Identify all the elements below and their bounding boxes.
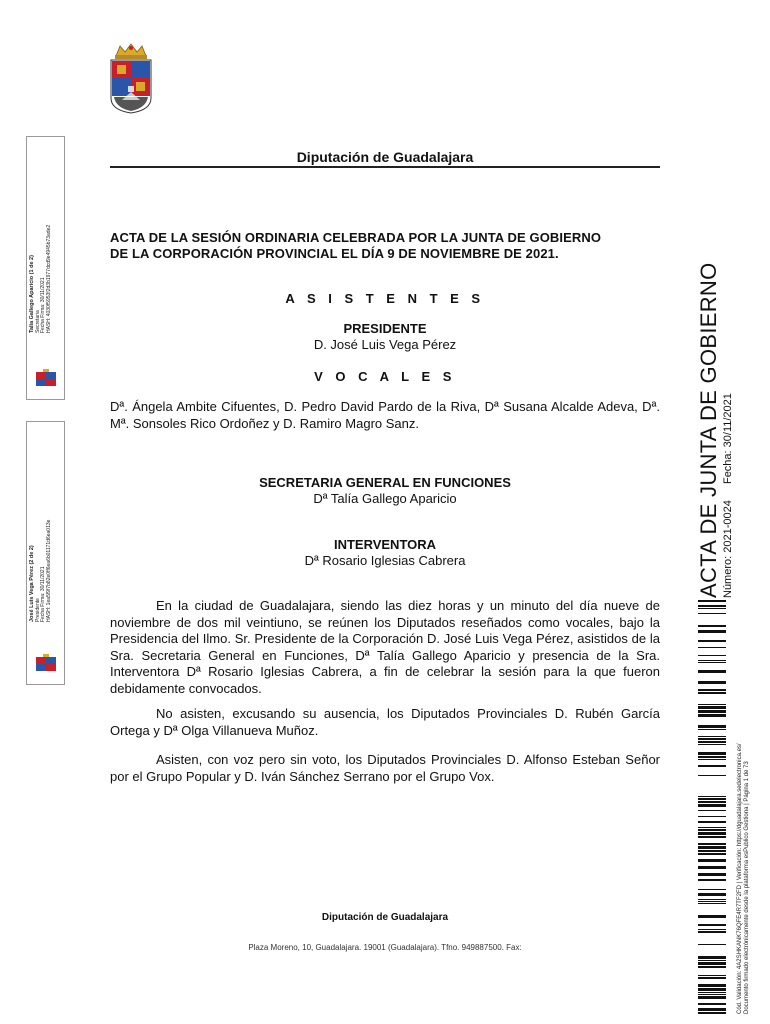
barcode-bar [698, 816, 726, 817]
barcode-bar [698, 853, 726, 855]
barcode-bar [698, 929, 726, 930]
barcode-bar [698, 608, 726, 609]
acta-date: Fecha: 30/11/2021 [722, 393, 734, 485]
document-title-line-2: DE LA CORPORACIÓN PROVINCIAL EL DÍA 9 DE NOVIEMBRE DE 2021. [110, 246, 559, 261]
document-title-line-1: ACTA DE LA SESIÓN ORDINARIA CELEBRADA POR LA JUNTA DE GOBIERNO [110, 230, 602, 245]
barcode-bar [698, 924, 726, 926]
barcode-bar [698, 873, 726, 876]
barcode-bar [698, 966, 726, 968]
barcode-bar [698, 829, 726, 831]
barcode-icon [698, 600, 726, 1016]
barcode-bar [698, 843, 726, 845]
barcode-bar [698, 846, 726, 849]
vocales-list: Dª. Ángela Ambite Cifuentes, D. Pedro David Pardo de la Riva, Dª Susana Alcalde Adeva, Dª. Mª. Sonsoles Rico Ordoñez y D. Ramiro Magro Sanz. [110, 399, 660, 431]
signature-2-signer: José Luis Vega Pérez (2 de 2) [29, 545, 35, 622]
barcode-bar [698, 689, 726, 691]
barcode-bar [698, 738, 726, 740]
secretaria-heading: SECRETARIA GENERAL EN FUNCIONES [259, 475, 511, 490]
barcode-bar [698, 801, 726, 803]
barcode-bar [698, 821, 726, 823]
barcode-bar [698, 670, 726, 673]
barcode-bar [698, 613, 726, 614]
barcode-bar [698, 660, 726, 661]
barcode-bar [698, 903, 726, 904]
barcode-bar [698, 1008, 726, 1011]
barcode-bar [698, 944, 726, 945]
barcode-bar [698, 765, 726, 767]
signature-2-date: Fecha Firma: 30/11/2021 [40, 566, 46, 622]
barcode-bar [698, 988, 726, 991]
barcode-bar [698, 977, 726, 979]
interventora-name: Dª Rosario Iglesias Cabrera [304, 553, 466, 568]
coat-of-arms-logo [108, 42, 154, 114]
interventora-heading: INTERVENTORA [333, 537, 437, 552]
signature-box-1 [26, 136, 65, 400]
vocales-heading: V O C A L E S [314, 369, 456, 384]
signature-1-hash: HASH: 4030f5953f2d3b1977dcd9e4945b73ade2 [45, 224, 52, 333]
barcode-bar [698, 775, 726, 776]
barcode-bar [698, 662, 726, 663]
presidente-name: D. José Luis Vega Pérez [313, 337, 457, 352]
barcode-bar [698, 647, 726, 648]
barcode-bar [698, 630, 726, 633]
barcode-bar [698, 915, 726, 918]
barcode-bar [698, 984, 726, 987]
acta-number: Número: 2021-0024 [722, 500, 734, 598]
signature-2-text [30, 520, 52, 622]
barcode-bar [698, 744, 726, 745]
barcode-bar [698, 640, 726, 642]
barcode-bar [698, 725, 726, 728]
barcode-bar [698, 741, 726, 743]
barcode-bar [698, 796, 726, 797]
validation-line-1: Cód. Validación: 4A2SHKANK76QFE4R7TF2FD | Verificación: https://dguadalajara.sedelectronica.es/ [737, 743, 743, 1014]
signature-2-hash: HASH: 1ea5f9f7b82e0ff6ea6b01171d6ea013e [45, 519, 52, 622]
barcode-bar [698, 960, 726, 961]
signature-box-2 [26, 421, 65, 685]
barcode-bar [698, 706, 726, 709]
barcode-bar [698, 804, 726, 807]
barcode-bar [698, 759, 726, 760]
absent-paragraph: No asisten, excusando su ausencia, los Diputados Provinciales D. Rubén García Ortega y Dª Olga Villanueva Muñoz. [110, 706, 660, 738]
presidente-heading: PRESIDENTE [343, 321, 427, 336]
barcode-bar [698, 975, 726, 976]
validation-line-2: Documento firmado electrónicamente desde la plataforma esPublico Gestiona | Página 1 de 73 [744, 761, 750, 1014]
document-title [110, 230, 660, 262]
barcode-bar [698, 729, 726, 730]
secretaria-name: Dª Talía Gallego Aparicio [313, 491, 457, 506]
header-title: Diputación de Guadalajara [296, 149, 474, 165]
signature-1-date: Fecha Firma: 30/11/2021 [40, 277, 46, 333]
barcode-bar [698, 859, 726, 862]
barcode-bar [698, 827, 726, 828]
barcode-bar [698, 736, 726, 737]
non-voting-paragraph: Asisten, con voz pero sin voto, los Diputados Provinciales D. Alfonso Esteban Señor por el Grupo Popular y D. Iván Sánchez Serrano por el Grupo Vox. [110, 752, 660, 784]
barcode-bar [698, 893, 726, 896]
barcode-bar [698, 1012, 726, 1014]
barcode-bar [698, 752, 726, 755]
barcode-bar [698, 681, 726, 684]
barcode-bar [698, 1003, 726, 1005]
footer-address: Plaza Moreno, 10, Guadalajara. 19001 (Guadalajara). Tfno. 949887500. Fax: [248, 943, 522, 952]
barcode-bar [698, 931, 726, 933]
acta-vertical-title: ACTA DE JUNTA DE GOBIERNO [696, 262, 721, 598]
footer-organization: Diputación de Guadalajara [321, 912, 449, 923]
barcode-bar [698, 798, 726, 800]
barcode-bar [698, 866, 726, 869]
barcode-bar [698, 992, 726, 993]
signature-1-text [30, 225, 52, 333]
barcode-bar [698, 901, 726, 902]
barcode-bar [698, 956, 726, 959]
barcode-bar [698, 710, 726, 713]
barcode-bar [698, 836, 726, 838]
barcode-bar [698, 704, 726, 705]
asistentes-heading: A S I S T E N T E S [285, 291, 485, 306]
barcode-bar [698, 692, 726, 694]
barcode-bar [698, 810, 726, 811]
barcode-bar [698, 889, 726, 890]
barcode-bar [698, 879, 726, 881]
opening-paragraph: En la ciudad de Guadalajara, siendo las diez horas y un minuto del día nueve de noviembre de dos mil veintiuno, se reúnen los Diputados reseñados como vocales, bajo la Presidencia del Ilmo. Sr. Presidente de la Corporación D. José Luis Vega Pérez, asistidos de la Sra. Secretaria General en Funciones, Dª Talía Gallego Aparicio y presencia de la Sra. Interventora Dª Rosario Iglesias Cabrera, a fin de celebrar la sesión para la que fueron debidamente convocados. [110, 598, 660, 696]
barcode-bar [698, 962, 726, 965]
signature-1-signer: Talía Gallego Aparicio (1 de 2) [29, 255, 35, 333]
barcode-bar [698, 625, 726, 627]
signature-2-crest-icon [35, 654, 57, 672]
acta-number-date [722, 393, 734, 598]
barcode-bar [698, 655, 726, 656]
header-divider [110, 166, 660, 168]
barcode-bar [698, 996, 726, 999]
signature-1-crest-icon [35, 369, 57, 387]
barcode-bar [698, 605, 726, 607]
barcode-bar [698, 899, 726, 900]
barcode-bar [698, 600, 726, 602]
barcode-bar [698, 850, 726, 852]
barcode-bar [698, 756, 726, 758]
barcode-bar [698, 994, 726, 995]
barcode-bar [698, 714, 726, 717]
signature-2-role: Presidente [34, 598, 41, 622]
barcode-bar [698, 832, 726, 835]
validation-text [737, 743, 751, 1014]
signature-1-role: Secretaria [34, 310, 41, 333]
